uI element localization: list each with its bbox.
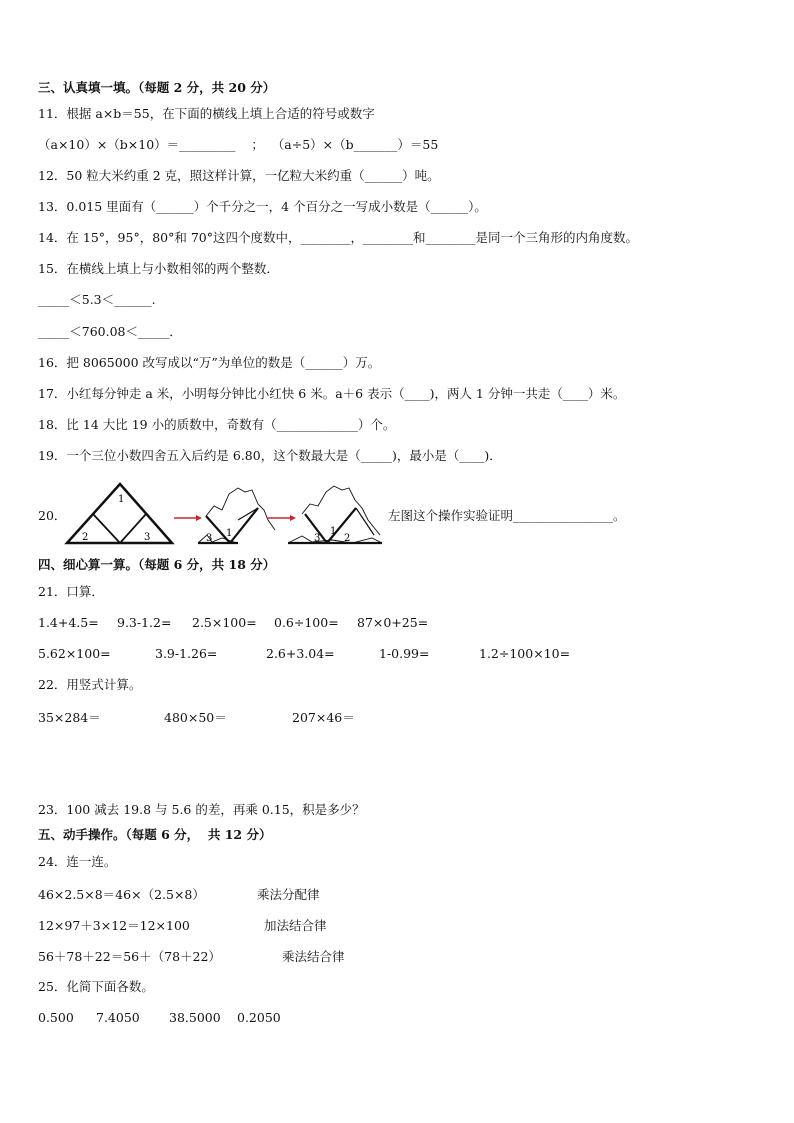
angle-label-3: 3 bbox=[144, 532, 151, 543]
section3-heading: 三、认真填一填。（每题 2 分，共 20 分） bbox=[38, 80, 276, 95]
calc-item: 207×46＝ bbox=[292, 710, 355, 725]
question-16: 16．把 8065000 改写成以“万”为单位的数是（______）万。 bbox=[38, 355, 381, 370]
calc-item: 87×0+25= bbox=[357, 615, 429, 630]
question-15: 15．在横线上填上与小数相邻的两个整数． bbox=[38, 261, 279, 276]
simplify-item: 7.4050 bbox=[96, 1010, 140, 1025]
calc-item: 1.2÷100×10= bbox=[479, 646, 571, 661]
question-15-b: _____＜760.08＜_____． bbox=[38, 324, 182, 339]
question-18: 18．比 14 大比 19 小的质数中，奇数有（_____________）个。 bbox=[38, 417, 396, 432]
question-21: 21．口算． bbox=[38, 584, 104, 599]
question-15-a: _____＜5.3＜______. bbox=[38, 292, 156, 307]
question-12: 12．50 粒大米约重 2 克，照这样计算，一亿粒大米约重（______）吨。 bbox=[38, 168, 440, 183]
simplify-item: 0.500 bbox=[38, 1010, 74, 1025]
match-right: 乘法结合律 bbox=[282, 949, 345, 964]
question-17: 17．小红每分钟走 a 米，小明每分钟比小红快 6 米。a＋6 表示（____)，两人 1 分钟一共走（____）米。 bbox=[38, 386, 626, 401]
calc-item: 2.6+3.04= bbox=[266, 646, 335, 661]
calc-item: 1.4+4.5= bbox=[38, 615, 99, 630]
folded-edge-2b bbox=[230, 508, 258, 543]
arrow-1-head bbox=[196, 515, 202, 521]
question-20-number: 20． bbox=[38, 508, 67, 523]
match-right: 乘法分配律 bbox=[257, 887, 320, 902]
question-11: 11．根据 a×b＝55，在下面的横线上填上合适的符号或数字 bbox=[38, 106, 375, 121]
fold-line-b bbox=[120, 514, 146, 543]
calc-item: 5.62×100= bbox=[38, 646, 111, 661]
calc-item: 2.5×100= bbox=[192, 615, 257, 630]
question-14: 14．在 15°，95°，80°和 70°这四个度数中，________，________和________是同一个三角形的内角度数。 bbox=[38, 230, 638, 245]
angle-label-c3: 3 bbox=[314, 533, 321, 544]
torn-edge-2 bbox=[206, 488, 275, 530]
match-left: 12×97＋3×12＝12×100 bbox=[38, 918, 190, 933]
question-20-text: 左图这个操作实验证明________________。 bbox=[388, 508, 626, 523]
angle-label-b1: 1 bbox=[226, 528, 233, 539]
question-25: 25．化简下面各数。 bbox=[38, 979, 154, 994]
calc-item: 35×284＝ bbox=[38, 710, 101, 725]
angle-label-c2: 2 bbox=[344, 533, 351, 544]
angle-label-2: 2 bbox=[82, 532, 89, 543]
angle-label-1: 1 bbox=[118, 494, 125, 505]
match-left: 56＋78＋22＝56＋（78＋22） bbox=[38, 949, 221, 964]
match-left: 46×2.5×8＝46×（2.5×8） bbox=[38, 887, 205, 902]
question-22: 22．用竖式计算。 bbox=[38, 677, 142, 692]
question-24: 24．连一连。 bbox=[38, 854, 117, 869]
folded-edge-2c bbox=[238, 508, 258, 520]
question-13: 13．0.015 里面有（______）个千分之一，4 个百分之一写成小数是（______）。 bbox=[38, 199, 487, 214]
angle-label-b3: 3 bbox=[206, 533, 213, 544]
question-23: 23．100 减去 19.8 与 5.6 的差，再乘 0.15，积是多少？ bbox=[38, 802, 365, 817]
simplify-item: 0.2050 bbox=[237, 1010, 281, 1025]
folded-edge-3c bbox=[356, 508, 374, 535]
calc-item: 3.9-1.26= bbox=[155, 646, 218, 661]
section5-heading: 五、动手操作。（每题 6 分， 共 12 分） bbox=[38, 827, 272, 842]
simplify-item: 38.5000 bbox=[169, 1010, 221, 1025]
question-11-blanks: （a×10）×（b×10）＝_________ ； （a÷5）×（b_______）＝55 bbox=[38, 137, 439, 152]
calc-item: 480×50＝ bbox=[164, 710, 227, 725]
triangle-experiment-figure bbox=[62, 480, 384, 546]
calc-item: 1-0.99= bbox=[379, 646, 430, 661]
fold-line-a bbox=[93, 514, 120, 543]
section4-heading: 四、细心算一算。（每题 6 分，共 18 分） bbox=[38, 557, 276, 572]
calc-item: 0.6÷100= bbox=[274, 615, 339, 630]
match-right: 加法结合律 bbox=[264, 918, 327, 933]
arrow-2-head bbox=[290, 515, 296, 521]
angle-label-c1: 1 bbox=[330, 526, 337, 537]
question-19: 19．一个三位小数四舍五入后约是 6.80，这个数最大是（_____)，最小是（____)． bbox=[38, 448, 502, 463]
calc-item: 9.3-1.2= bbox=[117, 615, 172, 630]
